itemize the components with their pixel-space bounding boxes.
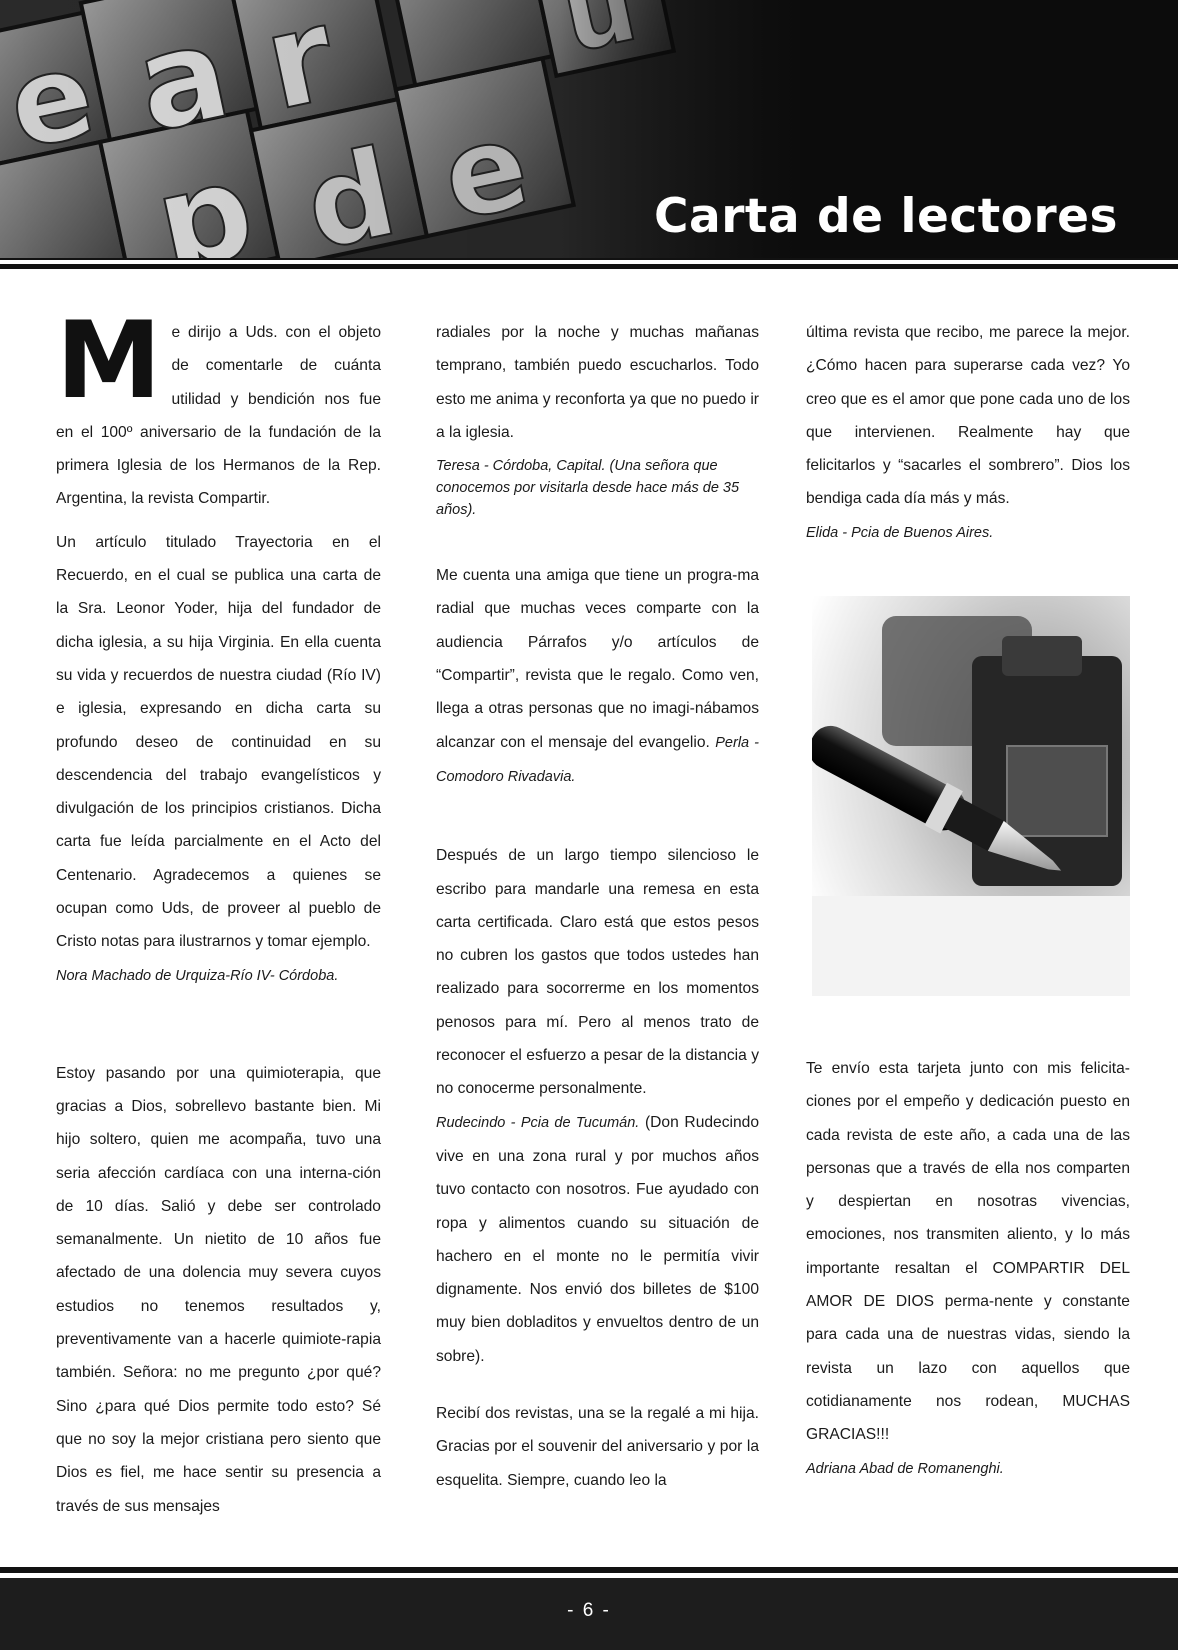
letter-2-continuation: radiales por la noche y muchas mañanas temprano, también puedo escucharlos. Todo esto me anima y reconforta ya que no puedo ir a la iglesia. xyxy=(436,324,759,441)
letter-4-note: (Don Rudecindo vive en una zona rural y por muchos años tuvo contacto con nosotros. Fue ayudado con ropa y alimentos cuando su situación de hachero en el monte no le permitía vivir dignamente. Nos envió dos billetes de $100 muy bien dobladitos y envueltos dentro de un sobre). xyxy=(436,1113,759,1365)
letter-4-paragraph: Después de un largo tiempo silencioso le escribo para mandarle una remesa en esta carta certificada. Claro está que estos pesos no cubren los gastos que todos ustedes han realizado para socorrerme en los momentos penosos para mí. Pero al menos trato de reconocer el esfuerzo a pesar de la distancia y no conocerme personalmente. xyxy=(436,847,759,1098)
header-divider xyxy=(0,258,1178,268)
letter-5-continuation: última revista que recibo, me parece la mejor. ¿Cómo hacen para superarse cada vez? Yo creo que es el amor que pone cada uno de los que intervienen. Realmente hay que felicitarlos y “sacarles el sombrero”. Dios los bendiga cada día más y más. xyxy=(806,324,1130,508)
letter-3-signature: Perla - Comodoro Rivadavia. xyxy=(436,734,759,785)
page-number: - 6 - xyxy=(567,1600,611,1621)
letter-2-signature: Teresa - Córdoba, Capital. (Una señora que conocemos por visitarla desde hace más de 35 años). xyxy=(436,458,740,519)
header-banner xyxy=(0,0,1178,258)
letter-6-paragraph: Te envío esta tarjeta junto con mis felicita-ciones por el empeño y dedicación puesto en cada revista de este año, a cada una de las personas que a través de ella nos comparten y despiertan en nosotras vivencias, emociones, nos transmiten aliento, y lo más importante resaltan el COMPARTIR DEL AMOR DE DIOS perma-nente y constante para cada una de nuestras vidas, siendo la revista un lazo con aquellos que cotidianamente nos rodean, MUCHAS GRACIAS!!! xyxy=(806,1060,1130,1444)
column-3-lower xyxy=(806,1052,1130,1480)
letter-1-signature: Nora Machado de Urquiza-Río IV- Córdoba. xyxy=(56,967,339,984)
column-3 xyxy=(806,316,1130,544)
letter-4-note-paragraph xyxy=(436,1106,759,1373)
letter-1-intro: e dirijo a Uds. con el objeto de comentarle de cuánta utilidad y bendición nos fue en el 100º aniversario de la fundación de la primera Iglesia de los Hermanos de la Rep. Argentina, la revista Compartir. xyxy=(56,324,381,508)
letter-2-paragraph: Estoy pasando por una quimioterapia, que gracias a Dios, sobrellevo bastante bien. Mi hijo soltero, quien me acompaña, tuvo una seria afección cardíaca con una interna-ción de 10 días. Salió y debe ser controlado semanalmente. Un nietito de 10 años fue afectado de una dolencia muy severa cuyos estudios no tenemos resultados y, preventivamente van a hacerle quimiote-rapia también. Señora: no me pregunto ¿por qué? Sino ¿para qué Dios permite todo esto? Sé que no soy la mejor cristiana pero siento que Dios es fiel, me hace sentir su presencia a través de sus mensajes xyxy=(56,1064,381,1515)
letter-1-paragraph-1 xyxy=(56,299,381,516)
fountain-pen-photo xyxy=(812,596,1130,996)
letter-5-signature: Elida - Pcia de Buenos Aires. xyxy=(806,524,994,541)
footer-divider xyxy=(0,1567,1178,1573)
letter-4-signature: Rudecindo - Pcia de Tucumán. xyxy=(436,1114,640,1131)
footer-bar xyxy=(0,1578,1178,1650)
drop-cap: M xyxy=(56,299,162,422)
column-2 xyxy=(436,316,759,1497)
letter-6-signature: Adriana Abad de Romanenghi. xyxy=(806,1460,1004,1477)
letter-3-text: Me cuenta una amiga que tiene un progra-ma radial que muchas veces comparte con la audiencia Párrafos y/o artículos de “Compartir”, revista que le regalo. Como ven, llega a otras personas que no imagi-nábamos alcanzar con el mensaje del evangelio. xyxy=(436,567,759,751)
column-1 xyxy=(56,299,381,1523)
page-title: Carta de lectores xyxy=(654,189,1118,244)
letter-5-paragraph: Recibí dos revistas, una se la regalé a mi hija. Gracias por el souvenir del aniversario y por la esquelita. Siempre, cuando leo la xyxy=(436,1405,759,1489)
letter-3-paragraph xyxy=(436,559,759,794)
letter-1-paragraph-2: Un artículo titulado Trayectoria en el Recuerdo, en el cual se publica una carta de la Sra. Leonor Yoder, hija del fundador de dicha iglesia, a su hija Virginia. En ella cuenta su vida y recuerdos de nuestra ciudad (Río IV) e iglesia, expresando en dicha carta su profundo deseo de continuidad en su descendencia del trabajo evangelísticos y divulgación de los principios cristianos. Dicha carta fue leída parcialmente en el Acto del Centenario. Agradecemos a quienes se ocupan como Uds, de proveer al pueblo de Cristo notas para ilustrarnos y tomar ejemplo. xyxy=(56,533,381,951)
